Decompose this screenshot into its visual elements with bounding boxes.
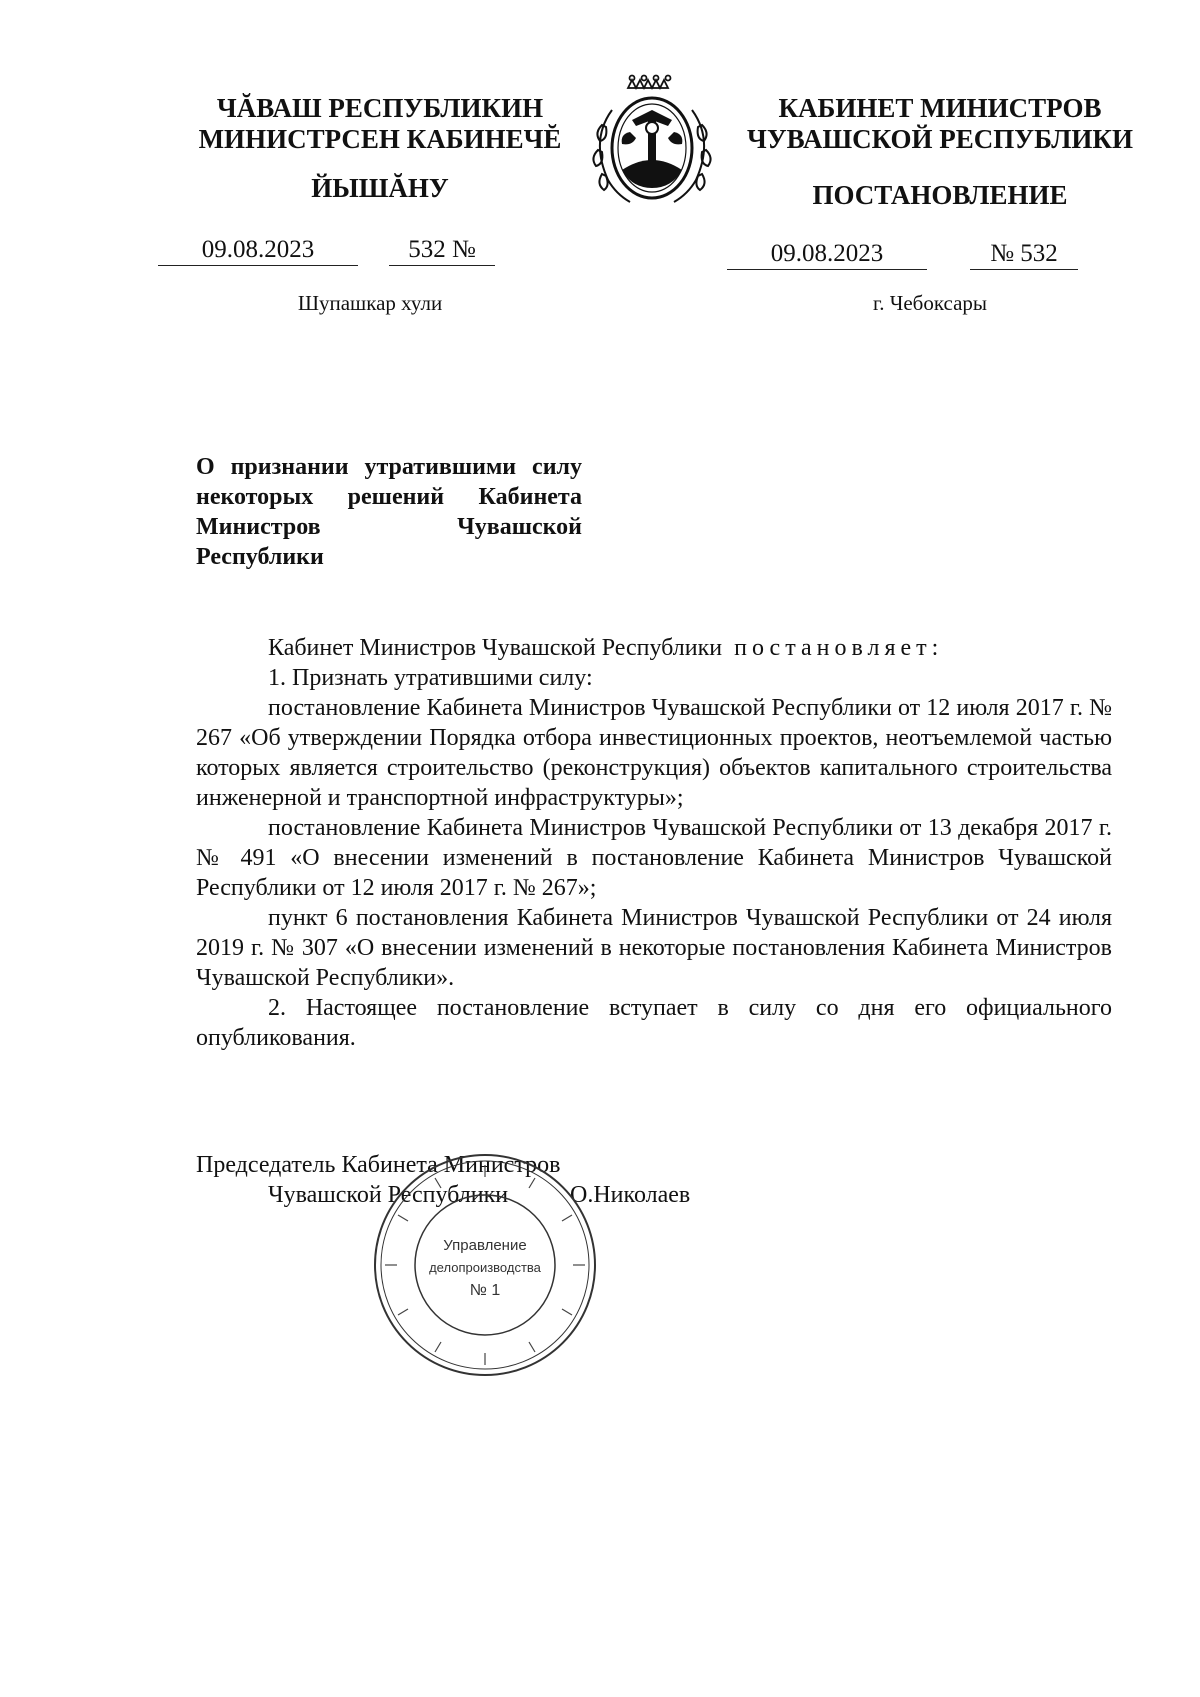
revoked-act-1: постановление Кабинета Министров Чувашской Республики от 12 июля 2017 г. № 267 «Об утверждении Порядка отбора инвестиционных проектов, неотъемлемой частью которых является строительство (реконструкция) объектов капитального строительства инженерной и транспортной инфраструктуры»; [196, 695, 1112, 811]
revoked-act-2: постановление Кабинета Министров Чувашской Республики от 13 декабря 2017 г. № 491 «О внесении изменений в постановление Кабинета Министров Чувашской Республики от 12 июля 2017 г. № 267»; [196, 815, 1112, 901]
revoked-act-3: пункт 6 постановления Кабинета Министров Чувашской Республики от 24 июля 2019 г. № 307 «О внесении изменений в некоторые постановления Кабинета Министров Чувашской Республики». [196, 905, 1112, 991]
header-left-line1: ЧĂВАШ РЕСПУБЛИКИН [216, 93, 544, 123]
header-right-line2: ЧУВАШСКОЙ РЕСПУБЛИКИ [747, 124, 1133, 154]
intro-paragraph [196, 633, 1112, 663]
city-chuvash: Шупашкар хули [297, 291, 443, 315]
header-right-line1: КАБИНЕТ МИНИСТРОВ [778, 93, 1102, 123]
header-right-authority [730, 93, 1150, 155]
doctype-russian: ПОСТАНОВЛЕНИЕ [812, 180, 1068, 210]
stamp-center-line2: делопроизводства [429, 1260, 541, 1275]
right-number-field: № 532 [970, 240, 1078, 270]
left-date-field: 09.08.2023 [158, 236, 358, 266]
left-number-field: 532 № [389, 236, 495, 266]
signature-position-line2: Чувашской Республики [268, 1182, 509, 1208]
chuvash-coat-of-arms-icon [582, 70, 722, 218]
document-title: О признании утратившими силу некоторых решений Кабинета Министров Чувашской Республики [196, 454, 582, 570]
header-left-authority [180, 93, 580, 155]
city-russian: г. Чебоксары [872, 291, 988, 315]
item-1: 1. Признать утратившими силу: [268, 665, 593, 691]
signatory-name: О.Николаев [570, 1182, 691, 1208]
right-date-field: 09.08.2023 [727, 240, 927, 270]
item-2: 2. Настоящее постановление вступает в силу со дня его официального опубликования. [196, 995, 1112, 1051]
intro-text: Кабинет Министров Чувашской Республики [268, 635, 723, 661]
stamp-center-line1: Управление [443, 1237, 527, 1254]
stamp-center-line3: № 1 [469, 1282, 501, 1299]
header-left-line2: МИНИСТРСЕН КАБИНЕЧĔ [198, 124, 562, 154]
intro-verb: постановляет: [734, 635, 944, 661]
doctype-chuvash: ЙЫШĂНУ [311, 173, 449, 203]
document-body [196, 633, 1112, 1053]
official-stamp-icon [370, 1150, 600, 1380]
signature-position-line1: Председатель Кабинета Министров [196, 1152, 561, 1178]
